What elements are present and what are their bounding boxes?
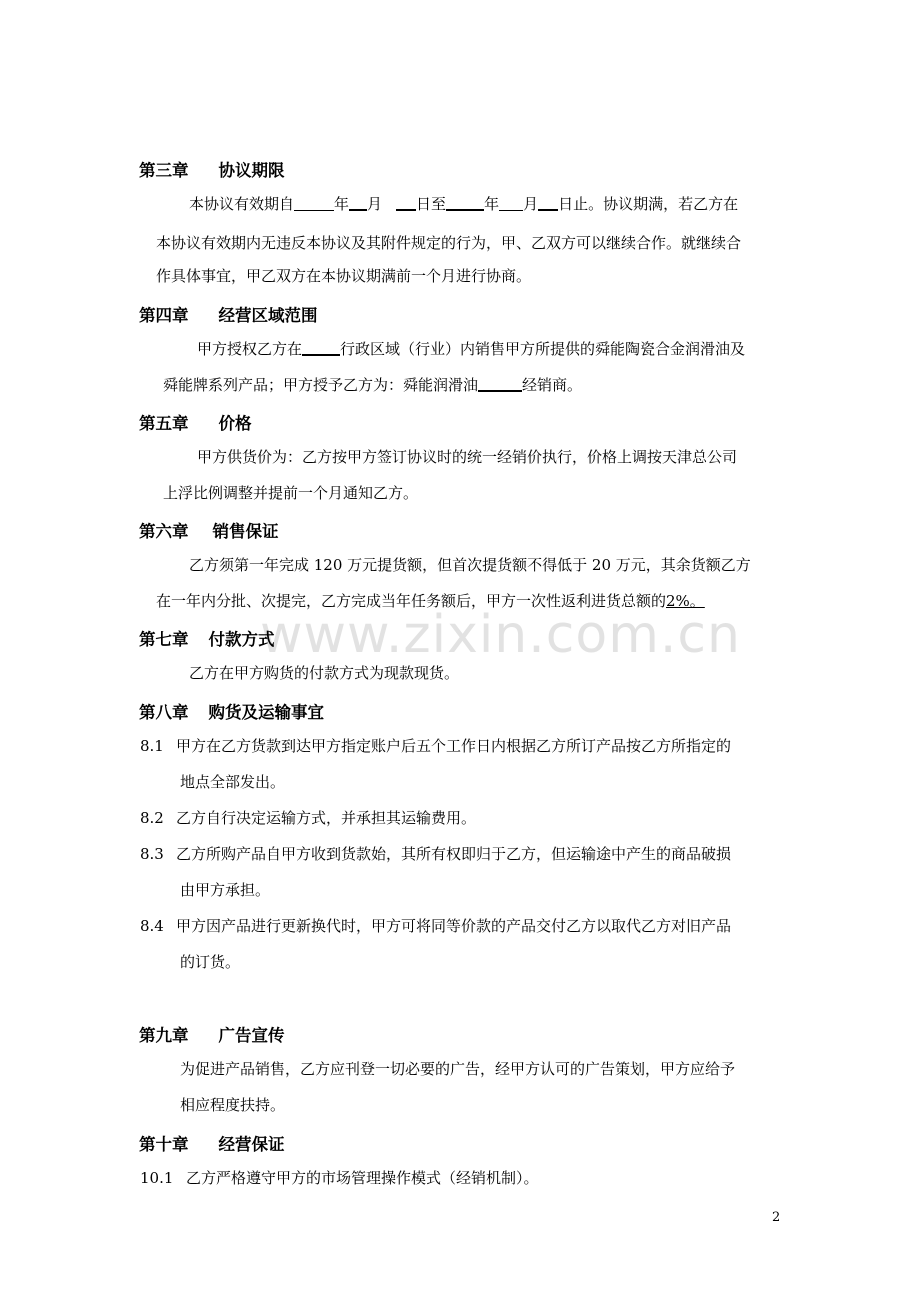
item-number: 8.1 <box>140 737 164 755</box>
chapter-6-heading <box>139 518 279 542</box>
ch9-paragraph-line-1: 为促进产品销售，乙方应刊登一切必要的广告，经甲方认可的广告策划，甲方应给予 <box>180 1060 736 1078</box>
page-number: 2 <box>772 1210 781 1225</box>
text: 年 <box>484 195 500 213</box>
chapter-5-heading <box>139 410 252 434</box>
blank-region <box>302 340 340 356</box>
chapter-title: 经营区域范围 <box>218 306 318 325</box>
item-number: 8.3 <box>140 845 164 863</box>
list-item-continuation: 的订货。 <box>180 953 241 971</box>
ch6-paragraph-line-1: 乙方须第一年完成 120 万元提货额，但首次提货额不得低于 20 万元，其余货额乙方 <box>189 556 751 574</box>
list-item <box>140 843 731 864</box>
item-text: 乙方自行决定运输方式，并承担其运输费用。 <box>176 809 477 827</box>
text: 日至 <box>416 195 447 213</box>
text: 甲方授权乙方在 <box>197 340 303 358</box>
ch4-paragraph-line-1 <box>197 338 745 359</box>
list-item <box>140 1167 539 1188</box>
chapter-title: 购货及运输事宜 <box>208 703 324 722</box>
list-item <box>140 735 731 756</box>
list-item <box>140 807 476 828</box>
ch3-paragraph-line-1 <box>189 193 738 214</box>
watermark: www.zixin.com.cn <box>260 605 741 665</box>
text: 经销商。 <box>522 376 583 394</box>
chapter-number: 第三章 <box>139 161 189 180</box>
chapter-7-heading <box>139 626 275 650</box>
item-text: 乙方所购产品自甲方收到货款始，其所有权即归于乙方，但运输途中产生的商品破损 <box>176 845 732 863</box>
chapter-10-heading <box>139 1131 285 1155</box>
chapter-8-heading <box>139 699 324 723</box>
chapter-3-heading <box>139 157 285 181</box>
blank-dealer-level <box>478 376 522 392</box>
chapter-title: 价格 <box>218 414 252 433</box>
text: 行政区域（行业）内销售甲方所提供的舜能陶瓷合金润滑油及 <box>340 340 746 358</box>
chapter-title: 广告宣传 <box>218 1026 285 1045</box>
text: 本协议有效期自 <box>189 195 295 213</box>
text: 日止。协议期满，若乙方在 <box>558 195 739 213</box>
rebate-percentage: 2%。 <box>666 592 705 610</box>
chapter-4-heading <box>139 302 318 326</box>
blank-year <box>446 195 484 211</box>
ch3-paragraph-line-3: 作具体事宜，甲乙双方在本协议期满前一个月进行协商。 <box>156 267 532 285</box>
ch9-paragraph-line-2: 相应程度扶持。 <box>180 1096 286 1114</box>
chapter-number: 第九章 <box>139 1026 189 1045</box>
blank-month <box>499 196 523 211</box>
chapter-title: 经营保证 <box>218 1135 285 1154</box>
text: 年 <box>334 195 350 213</box>
item-number: 8.4 <box>140 917 164 935</box>
chapter-number: 第五章 <box>139 414 189 433</box>
chapter-9-heading <box>139 1022 285 1046</box>
chapter-number: 第六章 <box>139 522 189 541</box>
chapter-number: 第四章 <box>139 306 189 325</box>
ch6-paragraph-line-2 <box>156 590 705 611</box>
item-number: 10.1 <box>140 1169 174 1187</box>
blank-day <box>538 195 558 211</box>
chapter-title: 付款方式 <box>208 630 275 649</box>
chapter-number: 第七章 <box>139 630 189 649</box>
chapter-number: 第十章 <box>139 1135 189 1154</box>
chapter-number: 第八章 <box>139 703 189 722</box>
text: 舜能牌系列产品；甲方授予乙方为：舜能润滑油 <box>163 376 479 394</box>
list-item-continuation: 由甲方承担。 <box>180 881 271 899</box>
ch4-paragraph-line-2 <box>163 374 582 395</box>
list-item-continuation: 地点全部发出。 <box>180 773 286 791</box>
ch5-paragraph-line-2: 上浮比例调整并提前一个月通知乙方。 <box>163 484 419 502</box>
text: 在一年内分批、次提完，乙方完成当年任务额后，甲方一次性返利进货总额的 <box>156 592 667 610</box>
text: 月 <box>523 195 539 213</box>
blank-year <box>294 196 334 211</box>
blank-day <box>396 195 416 211</box>
ch7-paragraph-line-1: 乙方在甲方购货的付款方式为现款现货。 <box>189 664 460 682</box>
text: 月 <box>367 195 383 213</box>
ch3-paragraph-line-2: 本协议有效期内无违反本协议及其附件规定的行为，甲、乙双方可以继续合作。就继续合 <box>156 234 742 252</box>
item-text: 甲方在乙方货款到达甲方指定账户后五个工作日内根据乙方所订产品按乙方所指定的 <box>176 737 732 755</box>
blank-month <box>349 195 367 211</box>
list-item <box>140 915 731 936</box>
ch5-paragraph-line-1: 甲方供货价为：乙方按甲方签订协议时的统一经销价执行，价格上调按天津总公司 <box>197 448 738 466</box>
chapter-title: 协议期限 <box>218 161 285 180</box>
item-text: 甲方因产品进行更新换代时，甲方可将同等价款的产品交付乙方以取代乙方对旧产品 <box>176 917 732 935</box>
item-text: 乙方严格遵守甲方的市场管理操作模式（经销机制）。 <box>186 1169 539 1187</box>
chapter-title: 销售保证 <box>212 522 279 541</box>
item-number: 8.2 <box>140 809 164 827</box>
